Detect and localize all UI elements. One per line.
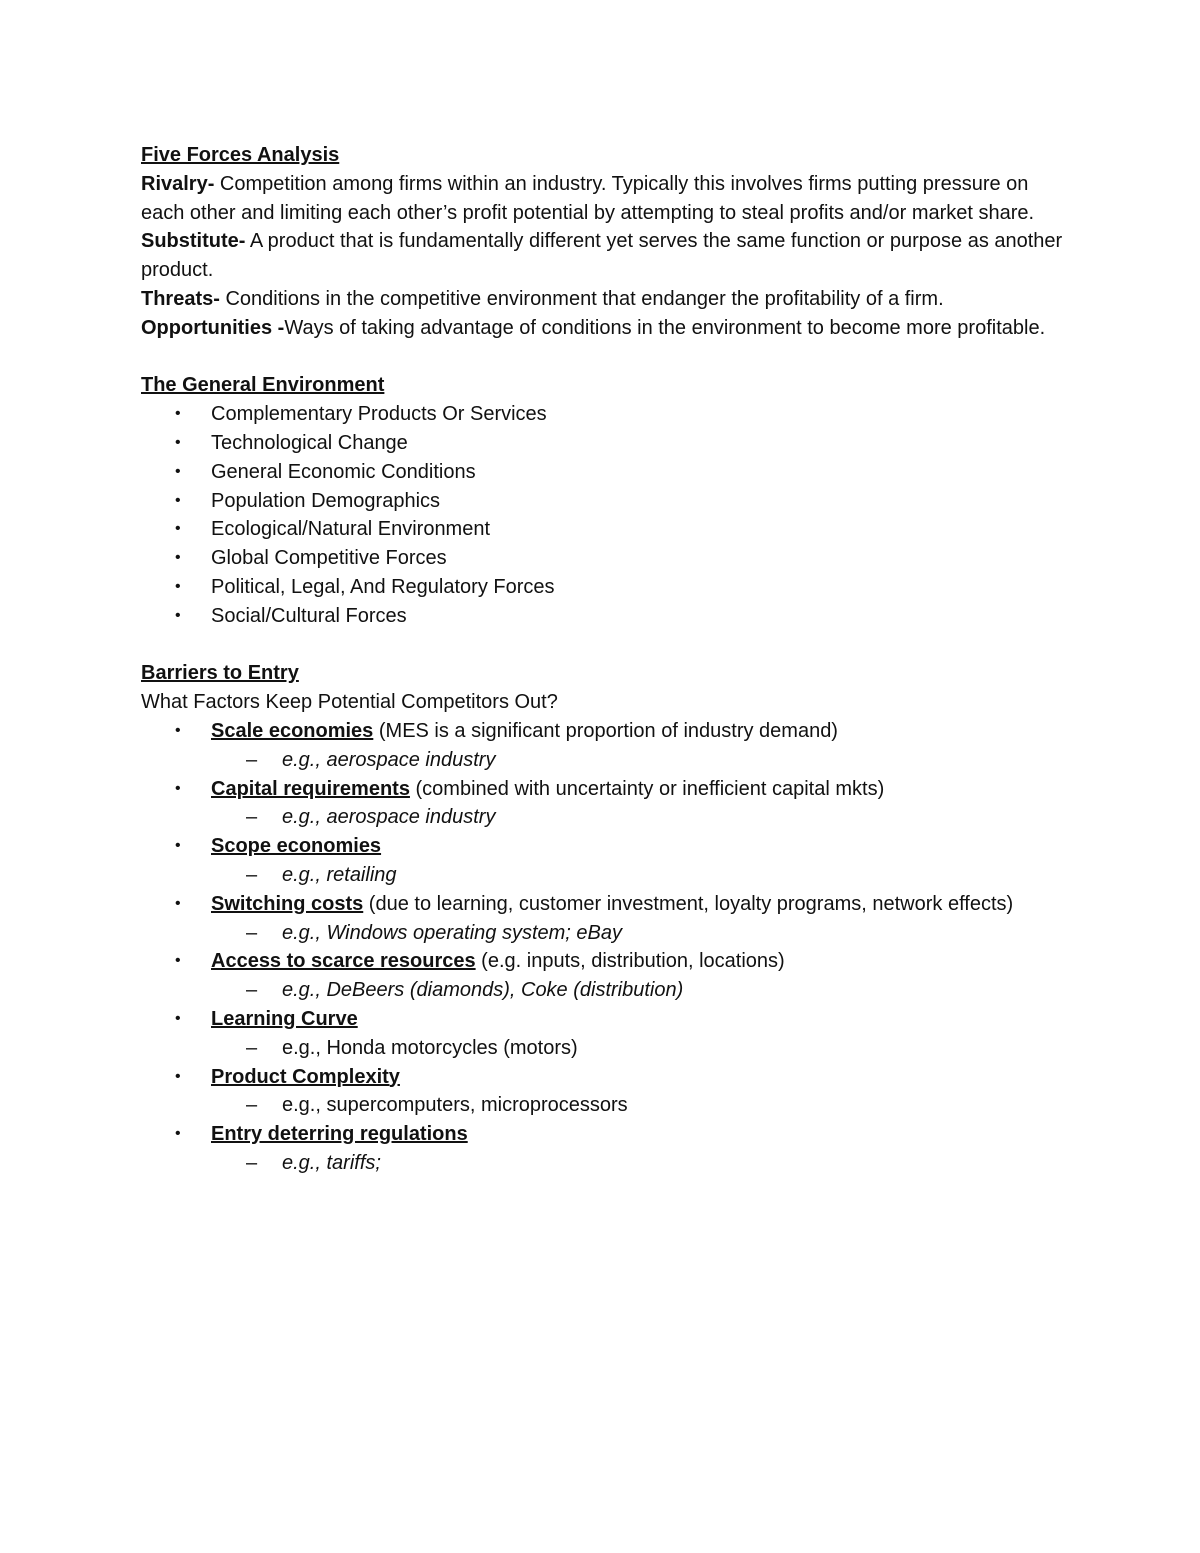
dash-icon: –	[246, 1151, 258, 1174]
bullet-icon: •	[175, 894, 181, 912]
dash-icon: –	[246, 1036, 258, 1059]
list-item	[141, 1063, 1071, 1092]
barrier-term: Entry deterring regulations	[211, 1123, 468, 1146]
barriers-list	[141, 717, 1071, 1178]
barrier-detail: (due to learning, customer investment, loyalty programs, network effects)	[363, 892, 1014, 915]
list-item-text: General Economic Conditions	[211, 460, 476, 483]
list-item	[141, 400, 1071, 429]
list-item-text: Global Competitive Forces	[211, 547, 447, 570]
list-item-text: Complementary Products Or Services	[211, 403, 547, 426]
definition-text: Conditions in the competitive environment that endanger the profitability of a firm.	[219, 287, 944, 310]
list-item-text: Population Demographics	[211, 489, 441, 512]
list-item	[141, 544, 1071, 573]
bullet-icon: •	[175, 491, 181, 509]
list-item	[141, 602, 1071, 631]
definition-threats	[141, 285, 1071, 314]
example-item	[141, 1091, 1071, 1120]
example-item	[141, 1034, 1071, 1063]
example-item	[141, 976, 1071, 1005]
spacer	[141, 343, 1071, 372]
example-text: e.g., aerospace industry	[282, 806, 496, 829]
bullet-icon: •	[175, 549, 181, 567]
bullet-icon: •	[175, 577, 181, 595]
example-item	[141, 919, 1071, 948]
list-item-text: Political, Legal, And Regulatory Forces	[211, 575, 555, 598]
bullet-icon: •	[175, 952, 181, 970]
dash-icon: –	[246, 1094, 258, 1117]
bullet-icon: •	[175, 1125, 181, 1143]
barrier-term: Scale economies	[211, 719, 374, 742]
bullet-icon: •	[175, 433, 181, 451]
barrier-detail: (combined with uncertainty or inefficient capital mkts)	[409, 777, 885, 800]
list-item	[141, 890, 1071, 919]
barriers-heading: Barriers to Entry	[141, 662, 299, 685]
definition-substitute	[141, 227, 1071, 285]
spacer	[141, 631, 1071, 660]
list-item	[141, 1005, 1071, 1034]
barrier-detail: (e.g. inputs, distribution, locations)	[475, 950, 785, 973]
dash-icon: –	[246, 979, 258, 1002]
example-text: e.g., aerospace industry	[282, 748, 496, 771]
definition-text: Competition among firms within an industry. Typically this involves firms putting pressure on each other and limiting each other’s profit potential by attempting to steal profits and/or market share.	[141, 172, 1035, 224]
barrier-term: Learning Curve	[211, 1007, 358, 1030]
term-label: Rivalry-	[141, 172, 215, 195]
example-item	[141, 1149, 1071, 1178]
bullet-icon: •	[175, 837, 181, 855]
document-content	[141, 141, 1071, 1178]
bullet-icon: •	[175, 1009, 181, 1027]
definition-opportunities	[141, 314, 1071, 343]
definition-text: A product that is fundamentally different yet serves the same function or purpose as another product.	[141, 230, 1063, 282]
example-item	[141, 803, 1071, 832]
barrier-term: Product Complexity	[211, 1065, 400, 1088]
dash-icon: –	[246, 921, 258, 944]
dash-icon: –	[246, 863, 258, 886]
example-text: e.g., retailing	[282, 863, 397, 886]
example-item	[141, 746, 1071, 775]
barrier-term: Access to scarce resources	[211, 950, 476, 973]
bullet-icon: •	[175, 520, 181, 538]
bullet-icon: •	[175, 462, 181, 480]
example-text: e.g., DeBeers (diamonds), Coke (distribution)	[282, 979, 684, 1002]
bullet-icon: •	[175, 606, 181, 624]
barrier-detail: (MES is a significant proportion of industry demand)	[373, 719, 838, 742]
barrier-term: Capital requirements	[211, 777, 410, 800]
term-label: Opportunities -	[141, 316, 285, 339]
list-item	[141, 573, 1071, 602]
list-item	[141, 832, 1071, 861]
dash-icon: –	[246, 748, 258, 771]
example-text: e.g., tariffs;	[282, 1151, 381, 1174]
dash-icon: –	[246, 806, 258, 829]
example-item	[141, 861, 1071, 890]
list-item	[141, 487, 1071, 516]
list-item	[141, 515, 1071, 544]
definition-text: Ways of taking advantage of conditions in the environment to become more profitable.	[284, 316, 1046, 339]
general-environment-heading: The General Environment	[141, 374, 385, 397]
list-item-text: Technological Change	[211, 431, 408, 454]
list-item-text: Social/Cultural Forces	[211, 604, 407, 627]
barrier-term: Scope economies	[211, 835, 382, 858]
example-text: e.g., Honda motorcycles (motors)	[282, 1036, 578, 1059]
example-text: e.g., Windows operating system; eBay	[282, 921, 622, 944]
term-label: Threats-	[141, 287, 220, 310]
list-item	[141, 429, 1071, 458]
term-label: Substitute-	[141, 230, 246, 253]
five-forces-heading: Five Forces Analysis	[141, 144, 340, 166]
barrier-term: Switching costs	[211, 892, 364, 915]
general-environment-list	[141, 400, 1071, 630]
list-item	[141, 458, 1071, 487]
barriers-subheading: What Factors Keep Potential Competitors Out?	[141, 691, 558, 714]
bullet-icon: •	[175, 721, 181, 739]
list-item	[141, 1120, 1071, 1149]
list-item	[141, 947, 1071, 976]
bullet-icon: •	[175, 779, 181, 797]
list-item	[141, 775, 1071, 804]
list-item-text: Ecological/Natural Environment	[211, 518, 491, 541]
definition-rivalry	[141, 170, 1071, 228]
example-text: e.g., supercomputers, microprocessors	[282, 1094, 628, 1117]
bullet-icon: •	[175, 405, 181, 423]
bullet-icon: •	[175, 1067, 181, 1085]
list-item	[141, 717, 1071, 746]
